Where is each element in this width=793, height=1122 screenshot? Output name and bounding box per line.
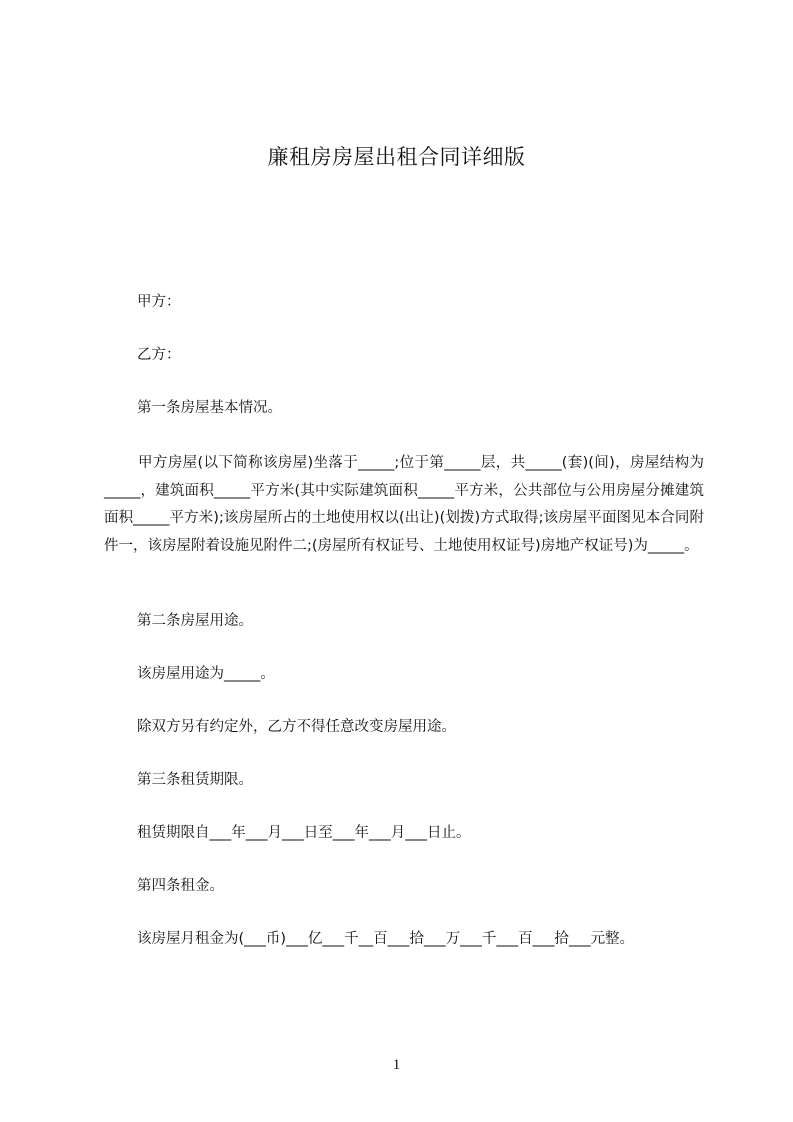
article-2-heading: 第二条房屋用途。: [137, 613, 253, 629]
page-number: 1: [392, 1057, 401, 1073]
article-4-heading: 第四条租金。: [137, 878, 224, 894]
article-1-body: 甲方房屋(以下简称该房屋)坐落于_____;位于第_____层，共_____(套)(间)，房屋结构为_____，建筑面积_____平方米(其中实际建筑面积_____平方米，公共部位与公用房屋分摊建筑面积_____平方米);该房屋所占的土地使用权以(出让)(划拨)方式取得;该房屋平面图见本合同附件一，该房屋附着设施见附件二;(房屋所有权证号、土地使用权证号)房地产权证号)为_____。: [104, 455, 704, 554]
party-a-label: 甲方：: [137, 294, 181, 310]
article-2-use: 该房屋用途为_____。: [137, 666, 275, 682]
article-3-term: 租赁期限自___年___月___日至___年___月___日止。: [137, 825, 471, 841]
party-b-label: 乙方：: [137, 347, 181, 363]
article-4-rent: 该房屋月租金为(___币)___亿___千__百___拾___万___千___百___拾___元整。: [137, 931, 635, 947]
article-2-restriction: 除双方另有约定外，乙方不得任意改变房屋用途。: [137, 719, 456, 735]
document-title: 廉租房房屋出租合同详细版: [267, 145, 526, 169]
article-3-heading: 第三条租赁期限。: [137, 772, 253, 788]
article-1-heading: 第一条房屋基本情况。: [137, 400, 282, 416]
